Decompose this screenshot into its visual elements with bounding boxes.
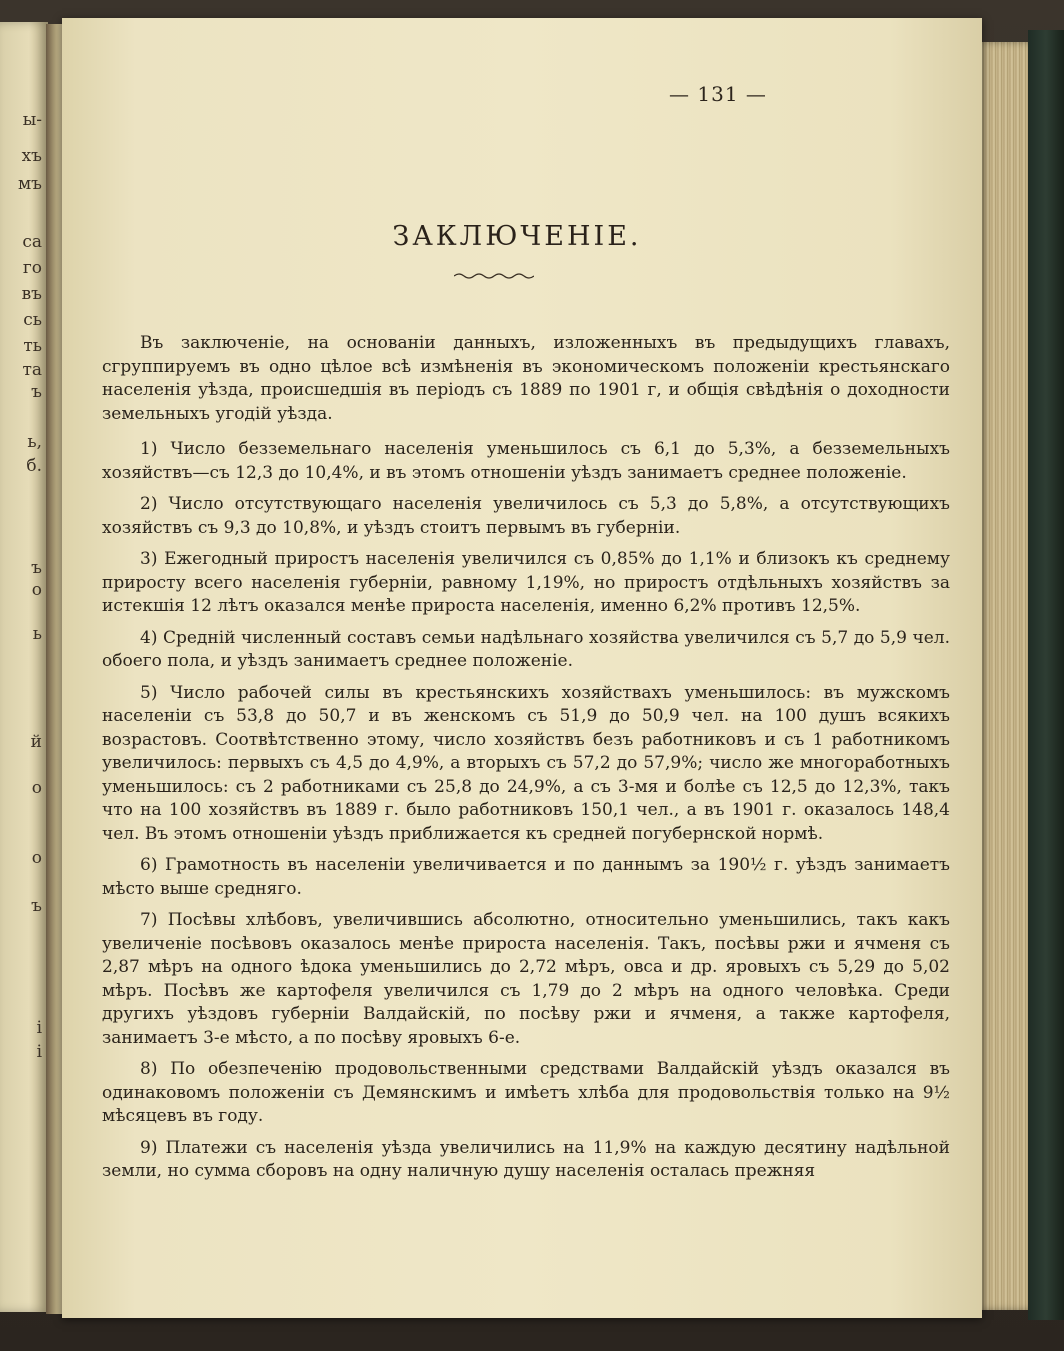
margin-fragment: ы- bbox=[22, 110, 42, 130]
body-text bbox=[102, 332, 950, 1192]
margin-fragment: б. bbox=[26, 456, 42, 476]
paragraph-4: 4) Средній численный составъ семьи надѣльнаго хозяйства увеличился съ 5,7 до 5,9 чел. обоего пола, и уѣздъ занимаетъ среднее положеніе. bbox=[102, 627, 950, 671]
margin-fragment: о bbox=[31, 580, 42, 600]
paragraph-7: 7) Посѣвы хлѣбовъ, увеличившись абсолютно, относительно уменьшились, такъ какъ увеличеніе посѣвовъ оказалось менѣе прироста населенія. Такъ, посѣвы ржи и ячменя съ 2,87 мѣръ на одного ѣдока уменьшились до 2,72 мѣръ, овса и др. яровыхъ съ 5,29 до 5,02 мѣръ. Посѣвъ же картофеля увеличился съ 1,79 до 2 мѣръ на одного человѣка. Среди другихъ уѣздовъ губерніи Валдайскій, по посѣву ржи и ячменя, а также картофеля, занимаетъ 3-е мѣсто, а по посѣву яровыхъ 6-е. bbox=[102, 910, 950, 1048]
intro-paragraph: Въ заключеніе, на основаніи данныхъ, изложенныхъ въ предыдущихъ главахъ, сгруппируемъ въ одно цѣлое всѣ измѣненія въ экономическомъ положеніи крестьянскаго населенія уѣзда, происшедшія въ періодъ съ 1889 по 1901 г, и общія свѣдѣнія о доходности земельныхъ угодій уѣзда. bbox=[102, 333, 950, 424]
margin-fragment: о bbox=[31, 848, 42, 868]
paragraph-3: 3) Ежегодный приростъ населенія увеличился съ 0,85% до 1,1% и близокъ къ среднему приросту всего населенія губерніи, равному 1,19%, но приростъ отдѣльныхъ хозяйствъ за истекшія 12 лѣтъ оказался менѣе прироста населенія, именно 6,2% противъ 12,5%. bbox=[102, 549, 950, 616]
margin-fragment: хъ bbox=[21, 146, 42, 166]
margin-fragment: ть bbox=[23, 336, 42, 356]
page-edges bbox=[978, 42, 1034, 1310]
margin-fragment: і bbox=[36, 1042, 42, 1062]
margin-fragment: мъ bbox=[17, 174, 42, 194]
paragraph-9: 9) Платежи съ населенія уѣзда увеличились на 11,9% на каждую десятину надѣльной земли, но сумма сборовъ на одну наличную душу населенія осталась прежняя bbox=[102, 1137, 950, 1181]
paragraph-2: 2) Число отсутствующаго населенія увеличилось съ 5,3 до 5,8%, а отсутствующихъ хозяйствъ съ 9,3 до 10,8%, и уѣздъ стоитъ первымъ въ губерніи. bbox=[102, 494, 950, 538]
margin-fragment: ъ bbox=[31, 382, 42, 402]
margin-fragment: ъ bbox=[31, 558, 42, 578]
margin-fragment: въ bbox=[21, 284, 42, 304]
chapter-title: ЗАКЛЮЧЕНІЕ. bbox=[392, 221, 642, 252]
margin-fragment: ъ bbox=[31, 896, 42, 916]
margin-fragment: і bbox=[36, 1018, 42, 1038]
paragraph-6: 6) Грамотность въ населеніи увеличивается и по даннымъ за 190½ г. уѣздъ занимаетъ мѣсто выше средняго. bbox=[102, 855, 950, 899]
title-ornament bbox=[454, 271, 534, 281]
margin-fragment: го bbox=[22, 258, 42, 278]
margin-fragment: са bbox=[22, 232, 42, 252]
margin-fragment: о bbox=[31, 778, 42, 798]
book-cover bbox=[1028, 30, 1064, 1320]
previous-page-edge bbox=[0, 22, 48, 1312]
paragraph-8: 8) По обезпеченію продовольственными средствами Валдайскій уѣздъ оказался въ одинаковомъ положеніи съ Демянскимъ и имѣетъ хлѣба для продовольствія только на 9½ мѣсяцевъ въ году. bbox=[102, 1059, 950, 1126]
margin-fragment: ь, bbox=[27, 432, 42, 452]
margin-fragment: сь bbox=[23, 310, 42, 330]
page-number: — 131 — bbox=[669, 82, 767, 106]
margin-fragment: та bbox=[22, 360, 42, 380]
paragraph-1: 1) Число безземельнаго населенія уменьшилось съ 6,1 до 5,3%, а безземельныхъ хозяйствъ—съ 12,3 до 10,4%, и въ этомъ отношеніи уѣздъ занимаетъ среднее положеніе. bbox=[102, 439, 950, 483]
book-page bbox=[62, 18, 982, 1318]
margin-fragment: й bbox=[30, 732, 42, 752]
paragraph-5: 5) Число рабочей силы въ крестьянскихъ хозяйствахъ уменьшилось: въ мужскомъ населеніи съ 53,8 до 50,7 и въ женскомъ съ 51,9 до 50,9 чел. на 100 душъ всякихъ возрастовъ. Соотвѣтственно этому, число хозяйствъ безъ работниковъ и съ 1 работникомъ увеличилось: первыхъ съ 4,5 до 4,9%, а вторыхъ съ 57,2 до 57,9%; число же многоработныхъ уменьшилось: съ 2 работниками съ 25,8 до 24,9%, а съ 3-мя и болѣе съ 12,5 до 12,3%, такъ что на 100 хозяйствъ въ 1889 г. было работниковъ 150,1 чел., а въ 1901 г. оказалось 148,4 чел. Въ этомъ отношеніи уѣздъ приближается къ средней погубернской нормѣ. bbox=[102, 682, 950, 844]
margin-fragment: ь bbox=[32, 624, 42, 644]
